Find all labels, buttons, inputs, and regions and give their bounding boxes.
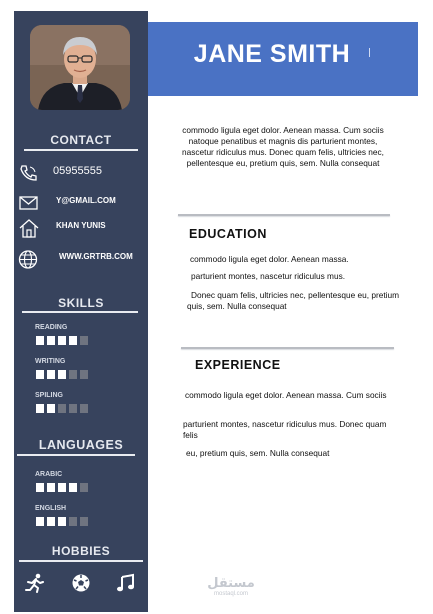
level-square-filled: [36, 483, 44, 492]
watermark: [206, 577, 256, 598]
address-text: KHAN YUNIS: [56, 221, 106, 230]
experience-line-1: commodo ligula eget dolor. Aenean massa. Cum sociis: [185, 390, 387, 400]
profile-photo: [30, 25, 130, 110]
level-square-filled: [47, 404, 55, 413]
header-band: [148, 22, 418, 96]
experience-top-rule: [181, 347, 394, 349]
level-square-filled: [58, 336, 66, 345]
level-square-filled: [36, 404, 44, 413]
level-square-filled: [47, 517, 55, 526]
experience-line-3: eu, pretium quis, sem. Nulla consequat: [186, 448, 330, 458]
level-label: READING: [35, 324, 68, 331]
level-indicator: [36, 336, 88, 346]
envelope-icon: [18, 194, 40, 212]
contact-email: [18, 194, 146, 212]
phone-icon: [18, 164, 40, 182]
home-icon: [18, 218, 40, 238]
running-icon: [24, 573, 46, 593]
sidebar: [14, 11, 148, 612]
hobbies-divider: [19, 560, 143, 562]
level-square-empty: [80, 370, 88, 379]
languages-divider: [17, 454, 135, 456]
education-top-rule: [178, 214, 390, 216]
level-indicator: [36, 370, 88, 380]
level-square-filled: [58, 483, 66, 492]
skills-divider: [22, 311, 138, 313]
level-square-filled: [47, 336, 55, 345]
hobbies-title: HOBBIES: [51, 544, 111, 558]
experience-line-2: parturient montes, nascetur ridiculus mus. Donec quam felis: [183, 419, 387, 440]
level-square-filled: [36, 336, 44, 345]
level-square-empty: [80, 336, 88, 345]
soccer-ball-icon: [70, 573, 92, 593]
education-line-1: commodo ligula eget dolor. Aenean massa.: [190, 254, 349, 264]
contact-website: [18, 250, 146, 268]
website-url: WWW.GRTRB.COM: [59, 252, 133, 261]
level-square-empty: [69, 404, 77, 413]
level-square-empty: [69, 517, 77, 526]
phone-number: 05955555: [53, 165, 102, 177]
languages-title: LANGUAGES: [38, 438, 124, 452]
level-square-empty: [80, 517, 88, 526]
education-title: EDUCATION: [189, 227, 267, 241]
level-label: WRITING: [35, 358, 66, 365]
level-square-empty: [69, 370, 77, 379]
contact-divider: [24, 149, 138, 151]
level-indicator: [36, 517, 88, 527]
level-square-filled: [47, 483, 55, 492]
watermark-domain: mostaql.com: [213, 591, 248, 597]
profile-summary: commodo ligula eget dolor. Aenean massa. Cum sociis natoque penatibus et magnis dis parturient montes, nascetur ridiculus mus. Donec quam felis, ultricies nec, pellentesque eu, pretium quis, sem. Nulla consequat: [182, 125, 384, 168]
globe-icon: [18, 249, 40, 269]
level-indicator: [36, 404, 88, 414]
level-label: ENGLISH: [35, 505, 67, 512]
level-square-empty: [80, 404, 88, 413]
experience-title: EXPERIENCE: [195, 358, 281, 372]
level-label: ARABIC: [35, 471, 63, 478]
level-square-filled: [47, 370, 55, 379]
education-line-3: Donec quam felis, ultricies nec, pellentesque eu, pretium quis, sem. Nulla consequat: [187, 290, 399, 311]
level-square-filled: [58, 370, 66, 379]
skills-title: SKILLS: [58, 296, 104, 310]
full-name: JANE SMITH: [193, 40, 351, 68]
contact-title: CONTACT: [50, 133, 112, 147]
level-square-filled: [69, 483, 77, 492]
level-label: SPILING: [35, 392, 64, 399]
contact-phone: [18, 164, 146, 182]
level-square-filled: [36, 370, 44, 379]
education-line-2: parturient montes, nascetur ridiculus mus.: [191, 271, 346, 281]
level-square-filled: [58, 517, 66, 526]
level-square-empty: [80, 483, 88, 492]
level-indicator: [36, 483, 88, 493]
level-square-empty: [58, 404, 66, 413]
email-address: Y@GMAIL.COM: [56, 196, 116, 205]
watermark-arabic: مستقل: [207, 576, 255, 591]
music-note-icon: [115, 573, 137, 593]
header-tick: [369, 48, 370, 57]
portrait-image: [30, 25, 130, 110]
level-square-filled: [69, 336, 77, 345]
contact-address: [18, 219, 146, 237]
level-square-filled: [36, 517, 44, 526]
